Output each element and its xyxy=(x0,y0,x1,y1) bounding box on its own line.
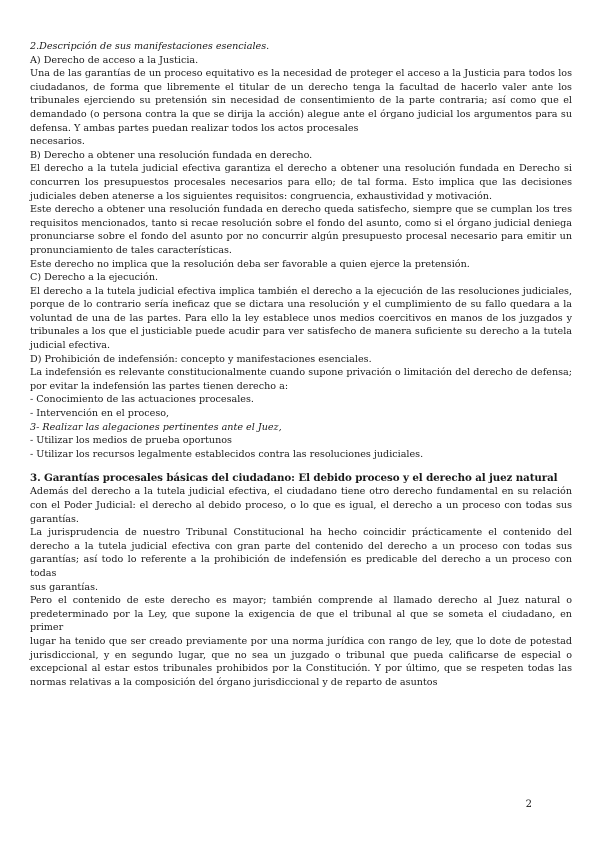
section-heading: 3. Garantías procesales básicas del ciudadano: El debido proceso y el derecho al juez natural xyxy=(30,472,558,485)
text-line: concurren los presupuestos procesales necesarios para ello; de tal forma. Esto implica que las decisiones xyxy=(30,176,572,188)
text-line: garantías; así todo lo referente a la prohibición de indefensión es predicable del derecho a un proceso con todas xyxy=(30,554,572,579)
text-line: La jurisprudencia de nuestro Tribunal Constitucional ha hecho coincidir prácticamente el contenido del xyxy=(30,527,572,539)
text-line: El derecho a la tutela judicial efectiva garantiza el derecho a obtener una resolución fundada en Derecho si xyxy=(30,163,572,175)
text-line: ciudadanos, de forma que libremente el titular de un derecho tenga la facultad de hacerlo valer ante los xyxy=(30,81,572,93)
text-line: - Utilizar los recursos legalmente establecidos contra las resoluciones judiciales. xyxy=(30,448,424,460)
text-line: C) Derecho a la ejecución. xyxy=(30,272,159,284)
text-line: Este derecho a obtener una resolución fundada en derecho queda satisfecho, siempre que se cumplan los tres xyxy=(30,204,572,216)
text-line: Este derecho no implica que la resolución deba ser favorable a quien ejerce la pretensión. xyxy=(30,258,470,270)
text-line: porque de lo contrario sería ineficaz que se dictara una resolución y el cumplimiento de su fallo quedara a la xyxy=(30,299,572,311)
spacer xyxy=(30,461,572,471)
text-line: 2.Descripción de sus manifestaciones esenciales. xyxy=(30,41,270,52)
text-line: lugar ha tenido que ser creado previamente por una norma jurídica con rango de ley, que lo dote de potestad xyxy=(30,635,572,647)
text-line: pronunciarse sobre el fondo del asunto por no concurrir algún presupuesto procesal necesario para emitir un xyxy=(30,231,572,243)
text-line: jurisdiccional, y en segundo lugar, que no sea un juzgado o tribunal que pueda calificarse de especial o xyxy=(30,649,572,661)
text-line: - Conocimiento de las actuaciones procesales. xyxy=(30,394,254,406)
text-line: Una de las garantías de un proceso equitativo es la necesidad de proteger el acceso a la Justicia para todos los xyxy=(30,68,572,80)
text-line: requisitos mencionados, tanto si recae resolución sobre el fondo del asunto, como si el órgano judicial deniega xyxy=(30,217,572,229)
text-line: pronunciamiento de tales características. xyxy=(30,244,232,256)
text-line: - Utilizar los medios de prueba oportunos xyxy=(30,435,232,447)
text-line: A) Derecho de acceso a la Justicia. xyxy=(30,54,199,66)
text-line: judiciales deben atenerse a los siguientes requisitos: congruencia, exhaustividad y motivación. xyxy=(30,190,493,202)
text-line: necesarios. xyxy=(30,136,85,148)
text-line: D) Prohibición de indefensión: concepto y manifestaciones esenciales. xyxy=(30,353,372,365)
text-line: 3- Realizar las alegaciones pertinentes ante el Juez, xyxy=(30,421,282,433)
text-line: defensa. Y ambas partes puedan realizar todos los actos procesales xyxy=(30,122,359,134)
text-line: voluntad de una de las partes. Para ello la ley establece unos medios coercitivos en manos de los juzgados y xyxy=(30,312,572,324)
text-line: B) Derecho a obtener una resolución fundada en derecho. xyxy=(30,149,313,161)
text-line: El derecho a la tutela judicial efectiva implica también el derecho a la ejecución de las resoluciones judiciales, xyxy=(30,285,572,297)
text-line: sus garantías. xyxy=(30,581,99,593)
text-line: normas relativas a la composición del órgano jurisdiccional y de reparto de asuntos xyxy=(30,676,438,688)
text-line: con el Poder Judicial: el derecho al debido proceso, o lo que es igual, el derecho a un proceso con todas sus xyxy=(30,500,572,511)
text-line: La indefensión es relevante constitucionalmente cuando supone privación o limitación del derecho de defensa; xyxy=(30,367,572,379)
text-line: derecho a la tutela judicial efectiva con gran parte del contenido del derecho a un proceso con todas sus xyxy=(30,540,572,552)
text-line: demandado (o persona contra la que se dirija la acción) alegue ante el órgano judicial los argumentos para su xyxy=(30,108,572,120)
text-line: Además del derecho a la tutela judicial efectiva, el ciudadano tiene otro derecho fundamental en su relación xyxy=(30,486,572,498)
text-line: judicial efectiva. xyxy=(30,340,111,352)
text-line: garantías. xyxy=(30,513,79,525)
page-number: 2 xyxy=(525,799,532,810)
text-line: por evitar la indefensión las partes tienen derecho a: xyxy=(30,380,289,392)
text-line: tribunales ejerciendo su pretensión sin necesidad de consentimiento de la parte contraria; así como que el xyxy=(30,95,572,107)
document-body xyxy=(30,40,572,689)
text-line: excepcional al estar estos tribunales prohibidos por la Constitución. Y por último, que se respeten todas las xyxy=(30,663,572,675)
text-line: - Intervención en el proceso, xyxy=(30,408,170,420)
text-line: Pero el contenido de este derecho es mayor; también comprende al llamado derecho al Juez natural o xyxy=(30,595,572,607)
text-line: predeterminado por la Ley, que supone la exigencia de que el tribunal al que se someta el ciudadano, en primer xyxy=(30,608,572,634)
text-line: tribunales a los que el justiciable puede acudir para ver satisfecho de manera suficiente su derecho a la tutela xyxy=(30,326,572,338)
